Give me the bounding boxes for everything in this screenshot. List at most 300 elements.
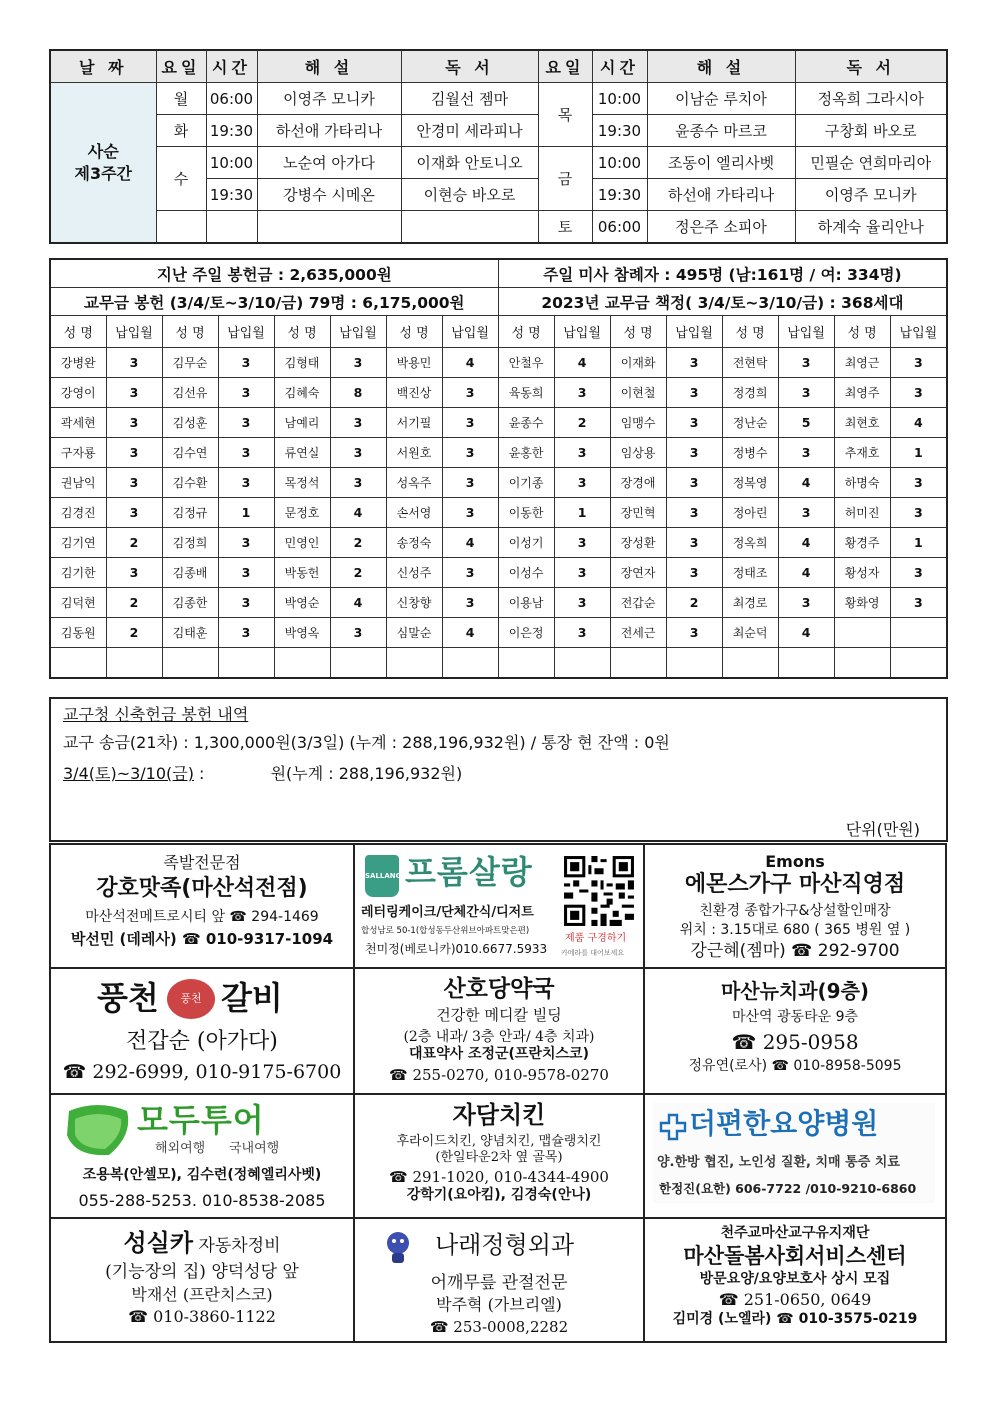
member-name: 육동희 — [498, 378, 554, 408]
header-time: 시간 — [206, 50, 257, 83]
qr-code-icon — [561, 853, 637, 929]
months-paid: 3 — [778, 348, 834, 378]
member-name: 이동한 — [498, 498, 554, 528]
ad-masan-care-center — [645, 1219, 945, 1341]
member-name: 정난순 — [722, 408, 778, 438]
ad-brand-part2: 갈비 — [221, 979, 283, 1017]
member-name: 구자룡 — [50, 438, 106, 468]
day-cell: 월 — [156, 83, 206, 115]
ad-owner: 조용복(안셀모), 김수련(정혜엘리사벳) — [82, 1167, 322, 1183]
member-name: 서원호 — [386, 438, 442, 468]
ad-title: 성실카 — [123, 1228, 194, 1257]
months-paid: 5 — [778, 408, 834, 438]
ad-pungcheon-galbi — [51, 969, 355, 1095]
header-reader: 독 서 — [795, 50, 947, 83]
member-name: 김태훈 — [162, 618, 218, 648]
months-paid: 4 — [554, 348, 610, 378]
months-paid: 3 — [442, 588, 498, 618]
summary-row — [50, 288, 947, 316]
member-name: 김경진 — [50, 498, 106, 528]
months-paid: 3 — [106, 558, 162, 588]
member-name: 김정규 — [162, 498, 218, 528]
ad-owner: 전갑순 (아가다) — [126, 1029, 278, 1054]
months-paid — [218, 648, 274, 679]
ad-brand: 프롬살랑 — [405, 853, 533, 891]
months-paid: 3 — [218, 348, 274, 378]
qr-caption: 제품 구경하기 — [565, 933, 627, 944]
column-header-name: 성 명 — [162, 316, 218, 348]
member-name: 김종배 — [162, 558, 218, 588]
day-cell: 토 — [538, 211, 592, 244]
member-name: 전세근 — [610, 618, 666, 648]
offering-rows — [50, 348, 947, 679]
months-paid: 3 — [106, 348, 162, 378]
column-header-months: 납입월 — [218, 316, 274, 348]
months-paid: 3 — [330, 348, 386, 378]
day-cell: 목 — [538, 83, 592, 147]
ad-modetour — [51, 1095, 355, 1219]
ad-brand-part1: 풍천 — [97, 979, 159, 1017]
months-paid: 2 — [554, 408, 610, 438]
ad-specialty: 어깨무릎 관절전문 — [430, 1273, 568, 1293]
ad-title: 강호맛족(마산석전점) — [96, 876, 308, 902]
member-name: 김동원 — [50, 618, 106, 648]
fund-period-date: 3/4(토)~3/10(금) — [63, 764, 194, 783]
ad-seongsilka — [51, 1219, 355, 1341]
time-cell: 19:30 — [206, 179, 257, 211]
member-name: 장민혁 — [610, 498, 666, 528]
member-name: 정아린 — [722, 498, 778, 528]
ad-pharmacist: 대표약사 조정군(프란치스코) — [409, 1046, 589, 1063]
ad-contact: ☎ 010-3860-1122 — [128, 1307, 276, 1327]
member-name: 김선유 — [162, 378, 218, 408]
schedule-row — [50, 115, 947, 147]
months-paid: 3 — [218, 438, 274, 468]
column-header-months: 납입월 — [778, 316, 834, 348]
member-name: 김혜숙 — [274, 378, 330, 408]
months-paid: 3 — [442, 438, 498, 468]
empty-cell — [156, 211, 206, 244]
schedule-header-row — [50, 50, 947, 83]
fund-period-line — [63, 761, 462, 784]
member-name: 안철우 — [498, 348, 554, 378]
months-paid: 2 — [330, 558, 386, 588]
months-paid: 3 — [554, 618, 610, 648]
months-paid: 2 — [666, 588, 722, 618]
ad-address: 마산역 광동타운 9층 — [732, 1009, 858, 1025]
schedule-row — [50, 147, 947, 179]
ad-phone: ☎ 295-0958 — [731, 1029, 859, 1054]
last-week-offering: 지난 주일 봉헌금 : 2,635,000원 — [50, 259, 498, 288]
member-name: 성옥주 — [386, 468, 442, 498]
offering-row — [50, 438, 947, 468]
months-paid: 3 — [778, 438, 834, 468]
ad-contact: 강학기(요아킴), 김경숙(안나) — [406, 1186, 592, 1203]
offering-row — [50, 468, 947, 498]
member-name: 문정호 — [274, 498, 330, 528]
day-cell: 금 — [538, 147, 592, 211]
member-name — [498, 648, 554, 679]
months-paid: 1 — [890, 438, 947, 468]
member-name: 손서영 — [386, 498, 442, 528]
member-name: 윤홍한 — [498, 438, 554, 468]
months-paid: 1 — [554, 498, 610, 528]
months-paid: 3 — [890, 348, 947, 378]
months-paid: 2 — [330, 528, 386, 558]
ad-subtitle: 레터링케이크/단체간식/디저트 — [361, 905, 534, 920]
months-paid: 4 — [442, 348, 498, 378]
member-name: 임상용 — [610, 438, 666, 468]
months-paid — [554, 648, 610, 679]
sallang-logo: SALLANG — [365, 855, 399, 897]
member-name: 박영순 — [274, 588, 330, 618]
months-paid: 3 — [106, 438, 162, 468]
ad-brand: 더편한요양병원 — [689, 1107, 879, 1140]
ad-title: 마산뉴치과(9층) — [720, 979, 870, 1003]
months-paid: 1 — [218, 498, 274, 528]
ad-contact: ☎ 253-0008,2282 — [429, 1318, 569, 1336]
months-paid: 3 — [666, 408, 722, 438]
time-cell: 10:00 — [592, 83, 647, 115]
member-name: 신성주 — [386, 558, 442, 588]
column-header-name: 성 명 — [386, 316, 442, 348]
months-paid: 2 — [106, 588, 162, 618]
fund-period-amount: : 원(누계 : 288,196,932원) — [193, 764, 463, 783]
schedule-row — [50, 83, 947, 115]
member-name: 최현호 — [834, 408, 890, 438]
ad-phone: ☎ 291-1020, 010-4344-4900 — [389, 1167, 609, 1186]
months-paid: 3 — [442, 408, 498, 438]
time-cell: 19:30 — [592, 179, 647, 211]
column-header-name: 성 명 — [498, 316, 554, 348]
member-name: 김종한 — [162, 588, 218, 618]
header-day: 요일 — [156, 50, 206, 83]
member-name: 남예리 — [274, 408, 330, 438]
member-name — [162, 648, 218, 679]
months-paid: 3 — [106, 468, 162, 498]
months-paid — [778, 648, 834, 679]
months-paid: 3 — [666, 438, 722, 468]
months-paid: 3 — [890, 498, 947, 528]
week-label: 사순 제3주간 — [50, 83, 156, 244]
member-name: 하명숙 — [834, 468, 890, 498]
months-paid — [106, 648, 162, 679]
ad-emons — [645, 845, 945, 969]
months-paid: 3 — [218, 378, 274, 408]
member-name: 허미진 — [834, 498, 890, 528]
fund-transfer-line: 교구 송금(21차) : 1,300,000원(3/3일) (누계 : 288,196,932원) / 통장 현 잔액 : 0원 — [63, 733, 670, 752]
member-name: 김정희 — [162, 528, 218, 558]
reader-cell: 안경미 세라피나 — [401, 115, 538, 147]
ad-address: 합성남로 50-1(합성동두산위브아파트맞은편) — [361, 926, 530, 936]
ad-masan-new-dental — [645, 969, 945, 1095]
member-name: 정복영 — [722, 468, 778, 498]
ad-brand-small: Emons — [765, 852, 825, 871]
time-cell: 10:00 — [592, 147, 647, 179]
months-paid: 3 — [554, 378, 610, 408]
column-header-name: 성 명 — [722, 316, 778, 348]
member-name: 심말순 — [386, 618, 442, 648]
months-paid — [890, 618, 947, 648]
mascot-icon: 풍천 — [167, 979, 215, 1019]
months-paid: 3 — [330, 618, 386, 648]
empty-cell — [401, 211, 538, 244]
months-paid: 3 — [890, 378, 947, 408]
header-day: 요일 — [538, 50, 592, 83]
months-paid: 8 — [330, 378, 386, 408]
member-name: 김기연 — [50, 528, 106, 558]
months-paid: 2 — [106, 618, 162, 648]
ad-tag-overseas: 해외여행 — [155, 1141, 206, 1156]
reader-cell: 구창회 바오로 — [795, 115, 947, 147]
narrator-cell: 이남순 루치아 — [647, 83, 795, 115]
member-name: 김성훈 — [162, 408, 218, 438]
member-name — [834, 648, 890, 679]
ad-address: (기능장의 집) 양덕성당 앞 — [105, 1261, 299, 1282]
member-name: 최영근 — [834, 348, 890, 378]
ad-title: 나래정형외과 — [435, 1231, 575, 1259]
months-paid: 3 — [666, 528, 722, 558]
months-paid: 3 — [218, 558, 274, 588]
column-header-name: 성 명 — [50, 316, 106, 348]
months-paid: 4 — [442, 528, 498, 558]
ad-floors: (2층 내과/ 3층 안과/ 4층 치과) — [403, 1028, 595, 1045]
member-name: 정병수 — [722, 438, 778, 468]
member-name: 김수환 — [162, 468, 218, 498]
ad-deopyeonhan-hospital — [645, 1095, 945, 1219]
member-name: 윤종수 — [498, 408, 554, 438]
months-paid: 4 — [890, 408, 947, 438]
member-name: 김무순 — [162, 348, 218, 378]
months-paid: 3 — [442, 558, 498, 588]
empty-cell — [257, 211, 401, 244]
ad-owner: 박재선 (프란치스코) — [131, 1285, 273, 1305]
qr-caption-small: 카메라를 대어보세요 — [561, 949, 625, 957]
ad-title: 에몬스가구 마산직영점 — [684, 872, 906, 898]
member-name: 이현철 — [610, 378, 666, 408]
column-header-months: 납입월 — [330, 316, 386, 348]
offering-row — [50, 528, 947, 558]
member-name: 류연실 — [274, 438, 330, 468]
day-cell: 수 — [156, 147, 206, 211]
member-name: 김덕현 — [50, 588, 106, 618]
offering-column-headers — [50, 316, 947, 348]
offering-row — [50, 648, 947, 679]
time-cell: 19:30 — [592, 115, 647, 147]
ad-fromsallang — [355, 845, 645, 969]
months-paid: 3 — [106, 408, 162, 438]
reader-cell: 정옥희 그라시아 — [795, 83, 947, 115]
months-paid — [666, 648, 722, 679]
member-name: 황성자 — [834, 558, 890, 588]
ad-category: 족발전문점 — [163, 853, 241, 872]
months-paid: 3 — [554, 558, 610, 588]
months-paid: 3 — [106, 498, 162, 528]
member-name: 이은정 — [498, 618, 554, 648]
ad-jadam-chicken — [355, 1095, 645, 1219]
member-name: 이용남 — [498, 588, 554, 618]
ad-address: (한일타운2차 옆 골목) — [435, 1150, 563, 1166]
ad-title-line — [51, 1229, 353, 1258]
months-paid: 3 — [666, 558, 722, 588]
months-paid: 4 — [778, 528, 834, 558]
member-name: 이성기 — [498, 528, 554, 558]
member-name: 임맹수 — [610, 408, 666, 438]
advertisement-grid — [49, 843, 947, 1343]
offering-table — [49, 258, 948, 679]
months-paid: 3 — [666, 468, 722, 498]
member-name: 이성수 — [498, 558, 554, 588]
day-cell: 화 — [156, 115, 206, 147]
months-paid: 3 — [778, 588, 834, 618]
member-name — [274, 648, 330, 679]
narrator-cell: 조동이 엘리사벳 — [647, 147, 795, 179]
months-paid — [330, 648, 386, 679]
column-header-months: 납입월 — [890, 316, 947, 348]
months-paid: 3 — [330, 438, 386, 468]
member-name: 정경희 — [722, 378, 778, 408]
narrator-cell: 정은주 소피아 — [647, 211, 795, 244]
months-paid: 3 — [330, 408, 386, 438]
member-name: 장성환 — [610, 528, 666, 558]
months-paid: 3 — [330, 468, 386, 498]
months-paid: 4 — [778, 558, 834, 588]
ad-menu: 후라이드치킨, 양념치킨, 맵슐랭치킨 — [396, 1133, 602, 1149]
ad-sanhodang-pharmacy — [355, 969, 645, 1095]
duty-pledge: 2023년 교무금 책정( 3/4/토~3/10/금) : 368세대 — [498, 288, 947, 316]
months-paid: 3 — [778, 378, 834, 408]
member-name: 권남익 — [50, 468, 106, 498]
narrator-cell: 하선애 가타리나 — [257, 115, 401, 147]
medical-cross-icon — [659, 1113, 687, 1141]
ad-contact: 055-288-5253. 010-8538-2085 — [78, 1191, 326, 1210]
offering-row — [50, 378, 947, 408]
reader-cell: 민필순 연희마리아 — [795, 147, 947, 179]
member-name: 신창향 — [386, 588, 442, 618]
member-name: 박용민 — [386, 348, 442, 378]
header-date: 날 짜 — [50, 50, 156, 83]
offering-row — [50, 588, 947, 618]
months-paid: 3 — [890, 588, 947, 618]
header-time: 시간 — [592, 50, 647, 83]
time-cell: 06:00 — [206, 83, 257, 115]
member-name: 황경주 — [834, 528, 890, 558]
member-name: 최순덕 — [722, 618, 778, 648]
member-name: 황화영 — [834, 588, 890, 618]
header-narrator: 해 설 — [647, 50, 795, 83]
offering-row — [50, 618, 947, 648]
member-name: 정옥희 — [722, 528, 778, 558]
fund-unit: 단위(만원) — [845, 820, 920, 839]
time-cell: 19:30 — [206, 115, 257, 147]
months-paid: 4 — [330, 498, 386, 528]
member-name: 곽세현 — [50, 408, 106, 438]
ad-contact: 박선민 (데레사) ☎ 010-9317-1094 — [70, 930, 334, 949]
offering-row — [50, 348, 947, 378]
months-paid: 3 — [666, 618, 722, 648]
member-name: 강영이 — [50, 378, 106, 408]
months-paid: 4 — [778, 618, 834, 648]
ad-subtitle: 건강한 메디칼 빌딩 — [436, 1005, 562, 1024]
narrator-cell: 노순여 아가다 — [257, 147, 401, 179]
months-paid: 3 — [218, 468, 274, 498]
summary-row — [50, 259, 947, 288]
member-name — [834, 618, 890, 648]
time-cell: 06:00 — [592, 211, 647, 244]
modetour-logo-icon — [63, 1105, 133, 1157]
ad-title: 자담치킨 — [452, 1101, 546, 1129]
months-paid: 3 — [218, 408, 274, 438]
duty-offering: 교무금 봉헌 (3/4/토~3/10/금) 79명 : 6,175,000원 — [50, 288, 498, 316]
member-name — [722, 648, 778, 679]
months-paid: 3 — [666, 498, 722, 528]
ad-tag-domestic: 국내여행 — [229, 1141, 280, 1156]
member-name: 백진상 — [386, 378, 442, 408]
member-name — [386, 648, 442, 679]
ad-title: 마산돌봄사회서비스센터 — [683, 1243, 907, 1268]
member-name: 김기한 — [50, 558, 106, 588]
ad-contact: 정유연(로사) ☎ 010-8958-5095 — [688, 1057, 902, 1074]
column-header-name: 성 명 — [274, 316, 330, 348]
fund-title: 교구청 신축헌금 봉헌 내역 — [63, 705, 249, 724]
member-name: 추재호 — [834, 438, 890, 468]
months-paid: 3 — [554, 468, 610, 498]
narrator-cell: 이영주 모니카 — [257, 83, 401, 115]
ad-contact: ☎ 292-6999, 010-9175-6700 — [62, 1061, 342, 1083]
offering-row — [50, 558, 947, 588]
months-paid: 2 — [106, 528, 162, 558]
ad-owner: 박주혁 (가브리엘) — [436, 1295, 562, 1314]
member-name: 최영주 — [834, 378, 890, 408]
liturgy-schedule-table — [49, 49, 948, 244]
member-name: 전갑순 — [610, 588, 666, 618]
member-name: 박영옥 — [274, 618, 330, 648]
header-reader: 독 서 — [401, 50, 538, 83]
months-paid: 4 — [330, 588, 386, 618]
column-header-months: 납입월 — [442, 316, 498, 348]
member-name: 강병완 — [50, 348, 106, 378]
ad-title: 산호당약국 — [443, 976, 555, 1002]
empty-cell — [206, 211, 257, 244]
column-header-months: 납입월 — [554, 316, 610, 348]
offering-row — [50, 498, 947, 528]
ad-phone: ☎ 251-0650, 0649 — [718, 1289, 872, 1309]
months-paid: 3 — [666, 348, 722, 378]
narrator-cell: 하선애 가타리나 — [647, 179, 795, 211]
ad-brand: 모두투어 — [137, 1101, 265, 1139]
months-paid: 4 — [778, 468, 834, 498]
months-paid — [442, 648, 498, 679]
months-paid: 3 — [890, 468, 947, 498]
reader-cell: 이재화 안토니오 — [401, 147, 538, 179]
ad-subtitle: 방문요양/요양보호사 상시 모집 — [699, 1270, 891, 1287]
ad-contact: 한정진(요한) 606-7722 /010-9210-6860 — [659, 1181, 917, 1196]
column-header-months: 납입월 — [666, 316, 722, 348]
ad-subtitle: 친환경 종합가구&상설할인매장 — [699, 902, 891, 919]
member-name: 목정석 — [274, 468, 330, 498]
member-name: 김형태 — [274, 348, 330, 378]
ad-foundation: 천주교마산교구유지재단 — [720, 1225, 870, 1241]
offering-row — [50, 408, 947, 438]
mascot-icon — [383, 1229, 413, 1265]
ad-contact: ☎ 255-0270, 010-9578-0270 — [389, 1066, 609, 1085]
member-name: 김수연 — [162, 438, 218, 468]
member-name — [610, 648, 666, 679]
member-name: 서기필 — [386, 408, 442, 438]
months-paid: 3 — [218, 618, 274, 648]
member-name: 이기종 — [498, 468, 554, 498]
months-paid: 3 — [106, 378, 162, 408]
